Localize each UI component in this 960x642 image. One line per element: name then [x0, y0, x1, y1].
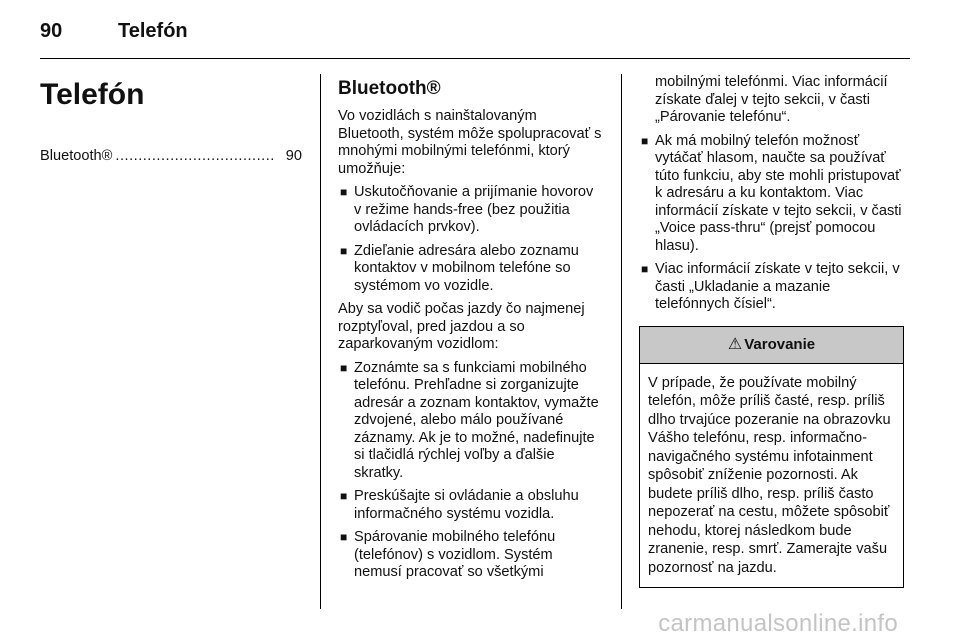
toc-entry-page: 90 [285, 148, 302, 164]
bullet-icon: ■ [641, 262, 649, 276]
toc-entry-leader: ................................... [115, 148, 275, 164]
list-item: ■ Zdieľanie adresára alebo zoznamu kontaktov v mobilnom telefóne so systémom vo vozidle. [340, 242, 579, 294]
section-title: Bluetooth® [338, 78, 441, 99]
bullet-icon: ■ [340, 185, 348, 199]
watermark: carmanualsonline.info [658, 610, 898, 637]
bullet-icon: ■ [340, 360, 348, 375]
list-item: ■ Preskúšajte si ovládanie a obsluhu informačného systému vozidla. [340, 488, 579, 522]
page-number: 90 [40, 20, 63, 42]
chapter-title: Telefón [40, 78, 145, 111]
toc-entry[interactable] [40, 148, 302, 166]
list-item: ■ Viac informácií získate v tejto sekcii, v časti „Ukladanie a mazanie telefónnych čísiel“. [641, 261, 900, 312]
warning-header [640, 327, 903, 364]
driving-paragraph: Aby sa vodič počas jazdy čo najmenej rozptyľoval, pred jazdou a so zaparkovaným vozidlom: [338, 301, 585, 352]
preparation-list [338, 360, 604, 582]
list-item: ■ Zoznámte sa s funkciami mobilného telefónu. Prehľadne si zorganizujte adresár a zoznam kontaktov, vymažte zdvojené, alebo málo používané záznamy. Ak je to možné, nadefinujte si tlačidlá rýchlej voľby a ďalšie skratky. [340, 359, 599, 481]
bullet-icon: ■ [340, 243, 348, 258]
text-column-3 [639, 74, 904, 588]
list-item: ■ Ak má mobilný telefón možnosť vytáčať hlasom, naučte sa používať túto funkciu, aby ste mohli pristupovať k adresáru a ku kontaktom. Viac informácií získate v tejto sekcii, v časti „Voice pass-thru“ (prejsť pomocou hlasu). [641, 132, 902, 254]
continued-text: mobilnými telefónmi. Viac informácií získate ďalej v tejto sekcii, v časti „Párovanie telefónu“. [655, 74, 888, 125]
list-item: ■ Spárovanie mobilného telefónu (telefónov) s vozidlom. Systém nemusí pracovať so všetkými [340, 529, 556, 580]
warning-triangle-icon: ⚠ [727, 335, 743, 353]
warning-text: V prípade, že používate mobilný telefón, môže príliš časté, resp. príliš dlho trvajúce pozeranie na obrazovku Vášho telefónu, resp. informačno-navigačného systému infotainment spôsobiť zníženie pozornosti. Ak budete príliš dlho, resp. príliš často nepozerať na cestu, môžete spôsobiť nehodu, ktorej následkom bude zranenie, resp. smrť. Zamerajte vašu pozornosť na jazdu. [648, 374, 891, 576]
intro-paragraph: Vo vozidlách s nainštalovaným Bluetooth, systém môže spolupracovať s mnohými mobilnými telefónmi, ktorý umožňuje: [338, 108, 602, 177]
bullet-icon: ■ [641, 133, 649, 148]
running-title: Telefón [118, 20, 188, 42]
warning-title: Varovanie [744, 335, 816, 353]
page-header [40, 14, 910, 44]
bullet-icon: ■ [340, 489, 348, 503]
text-column-2 [338, 74, 604, 588]
toc-column [40, 74, 302, 166]
tips-list [639, 133, 904, 314]
toc-entry-label: Bluetooth® [40, 148, 113, 164]
column-divider-1 [320, 74, 321, 609]
feature-list [338, 184, 604, 295]
bullet-icon: ■ [340, 530, 348, 544]
header-rule [40, 58, 910, 59]
column-divider-2 [621, 74, 622, 609]
warning-box [639, 326, 904, 589]
list-item: ■ Uskutočňovanie a prijímanie hovorov v režime hands-free (bez použitia ovládacích prvkov). [340, 184, 594, 235]
